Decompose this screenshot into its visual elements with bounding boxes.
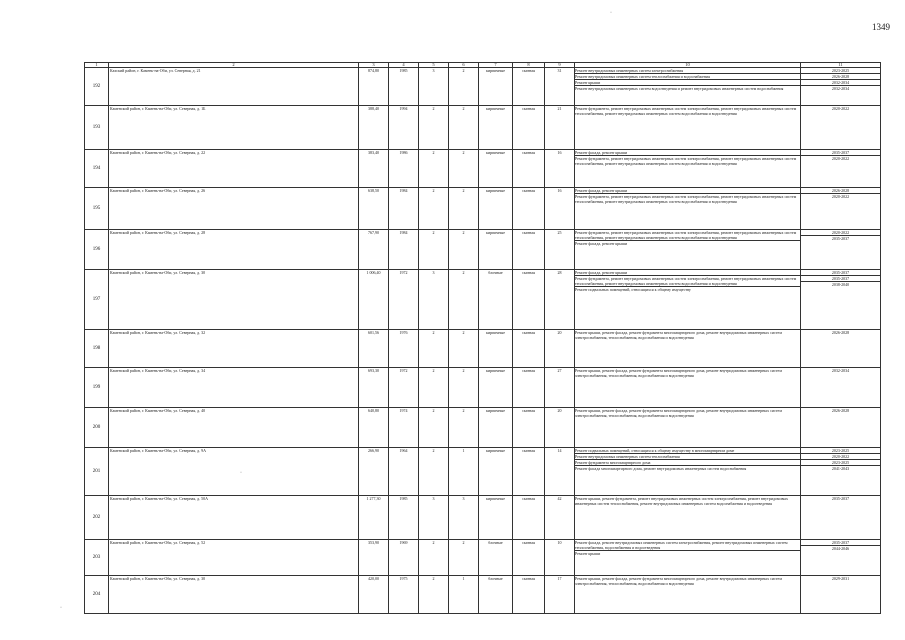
work-period: 2035-2037 [801,276,880,282]
year-built-cell: 1984 [389,188,419,230]
row-number-cell: 197 [85,270,109,330]
column-header: 4 [389,63,419,68]
row-number-cell: 203 [85,540,109,576]
table-row [85,368,881,408]
table-row [85,188,881,230]
work-item: Ремонт фундамента, ремонт внутридомовых инженерных систем электроснабжения, ремонт внутридомовых инженерных систем теплоснабжения, ремонт внутридомовых инженерных систем водоснабжения и водоотведения [575,194,797,204]
apartments-cell: 25 [545,230,575,270]
work-period: 2035-2037 [801,270,880,276]
floors-cell: 2 [419,150,449,188]
work-item: Ремонт подвальных помещений, относящихся к общему имуществу в многоквартирном доме [575,448,800,454]
area-cell: 1 006,40 [359,270,389,330]
address-cell: Каменский район, г. Камень-на-Оби, ул. Северная, д. 52 [109,540,359,576]
year-built-cell: 1969 [389,540,419,576]
row-number-cell: 199 [85,368,109,408]
entrances-cell: 2 [449,368,479,408]
work-item: Ремонт фасада, ремонт крыши [575,241,628,246]
work-item: Ремонт фасада, ремонт крыши [575,270,800,276]
entrances-cell: 2 [449,188,479,230]
entrances-cell: 2 [449,106,479,150]
floors-cell: 2 [419,230,449,270]
column-header: 7 [479,63,513,68]
period-cell [801,368,881,408]
address-cell: Кахский район, г. Камень-на-Оби, ул. Северная, д. 21 [109,68,359,106]
entrances-cell: 3 [449,496,479,540]
work-period: 2041-2043 [831,466,850,471]
table-row [85,106,881,150]
wall-material-cell: кирпичные [479,496,513,540]
table-row [85,230,881,270]
work-item: Ремонт фундамента многоквартирного дома [575,460,800,466]
wall-material-cell: кирпичные [479,368,513,408]
row-number-cell: 202 [85,496,109,540]
entrances-cell: 2 [449,270,479,330]
apartments-cell: 16 [545,188,575,230]
year-built-cell: 1976 [389,330,419,368]
row-number-cell: 194 [85,150,109,188]
floors-cell: 2 [419,576,449,614]
area-cell: 640,80 [359,408,389,448]
address-cell: Каменский район, г. Камень-на-Оби, ул. Северная, д. 34 [109,368,359,408]
wall-material-cell: блочные [479,540,513,576]
roof-type-cell: скатная [513,150,545,188]
row-number-cell: 192 [85,68,109,106]
roof-type-cell: скатная [513,230,545,270]
table-row [85,576,881,614]
area-cell: 693,30 [359,368,389,408]
column-header: 8 [513,63,545,68]
work-item: Ремонт фасада, ремонт крыши [575,150,800,156]
entrances-cell: 2 [449,540,479,576]
work-item: Ремонт внутридомовых инженерных систем электроснабжения [575,68,800,74]
address-cell: Каменский район, г. Камень-на-Оби, ул. Северная, д. 28 [109,230,359,270]
work-period: 2023-2025 [801,460,880,466]
work-item: Ремонт фасада многоквартирного дома, ремонт внутридомовых инженерных систем водоснабжения [575,466,747,471]
work-item: Ремонт внутридомовых инженерных систем теплоснабжения и водоснабжения [575,74,800,80]
column-header: 9 [545,63,575,68]
apartments-cell: 14 [545,448,575,496]
work-period: 2020-2022 [801,454,880,460]
floors-cell: 3 [419,496,449,540]
address-cell: Каменский район, г. Камень-на-Оби, ул. Северная, д. 32 [109,330,359,368]
work-item: Ремонт крыши, ремонт фасада, ремонт фундамента многоквартирного дома, ремонт внутридомовых инженерных систем электроснабжения, теплоснабжения, водоснабжения и водоотведения [575,368,782,378]
work-item: Ремонт внутридомовых инженерных систем теплоснабжения [575,454,800,460]
row-number-cell: 201 [85,448,109,496]
roof-type-cell: скатная [513,106,545,150]
year-built-cell: 1985 [389,496,419,540]
wall-material-cell: кирпичные [479,150,513,188]
roof-type-cell: скатная [513,270,545,330]
column-header: 3 [359,63,389,68]
area-cell: 420,00 [359,576,389,614]
roof-type-cell: скатная [513,330,545,368]
scan-speck: · [610,10,612,16]
work-period: 2020-2022 [831,194,850,199]
period-cell [801,106,881,150]
apartments-cell: 20 [545,330,575,368]
wall-material-cell: кирпичные [479,188,513,230]
apartments-cell: 28 [545,270,575,330]
floors-cell: 3 [419,270,449,330]
roof-type-cell: скатная [513,188,545,230]
work-item: Ремонт крыши [575,80,800,86]
row-number-cell: 193 [85,106,109,150]
floors-cell: 2 [419,188,449,230]
address-cell: Каменский район, г. Камень-на-Оби, ул. Северная, д. 22 [109,150,359,188]
entrances-cell: 1 [449,576,479,614]
address-cell: Каменский район, г. Камень-на-Оби, ул. Северная, д. 50А [109,496,359,540]
work-item: Ремонт подвальных помещений, относящихся к общему имуществу [575,287,691,292]
column-header: 5 [419,63,449,68]
table-row [85,68,881,106]
wall-material-cell: кирпичные [479,330,513,368]
area-cell: 638,50 [359,188,389,230]
floors-cell: 2 [419,106,449,150]
work-item: Ремонт крыши, ремонт фасада, ремонт фундамента многоквартирного дома, ремонт внутридомовых инженерных систем электроснабжения, теплоснабжения, водоснабжения и водоотведения [575,576,782,586]
wall-material-cell: кирпичные [479,68,513,106]
work-period: 2023-2025 [801,448,880,454]
apartments-cell: 21 [545,106,575,150]
work-period: 2026-2028 [801,74,880,80]
works-cell [575,68,801,106]
work-period: 2032-2034 [801,80,880,86]
apartments-cell: 27 [545,368,575,408]
work-period: 2044-2046 [831,546,850,551]
work-period: 2026-2028 [831,408,850,413]
floors-cell: 2 [419,408,449,448]
address-cell: Каменский район, г. Камень-на-Оби, ул. Северная, д. 30 [109,270,359,330]
apartments-cell: 10 [545,540,575,576]
work-period: 2032-2034 [831,368,850,373]
works-cell [575,150,801,188]
row-number-cell: 198 [85,330,109,368]
works-cell [575,188,801,230]
period-cell [801,330,881,368]
apartments-cell: 20 [545,408,575,448]
address-cell: Каменский район, г. Камень-на-Оби, ул. Северная, д. 1Б [109,106,359,150]
works-cell [575,448,801,496]
work-period: 2026-2028 [801,188,880,194]
floors-cell: 3 [419,68,449,106]
apartments-cell: 16 [545,150,575,188]
address-cell: Каменский район, г. Камень-на-Оби, ул. Северная, д. 40 [109,408,359,448]
work-period: 2035-2037 [831,496,850,501]
entrances-cell: 1 [449,448,479,496]
area-cell: 767,90 [359,230,389,270]
works-cell [575,368,801,408]
entrances-cell: 2 [449,150,479,188]
works-cell [575,106,801,150]
table-row [85,448,881,496]
row-number-cell: 200 [85,408,109,448]
area-cell: 353,90 [359,540,389,576]
page-number: 1349 [872,22,890,32]
wall-material-cell: кирпичные [479,408,513,448]
area-cell: 874,80 [359,68,389,106]
work-period: 2035-2037 [831,236,850,241]
works-cell [575,496,801,540]
area-cell: 383,40 [359,150,389,188]
work-item: Ремонт фасада, ремонт крыши [575,188,800,194]
area-cell: 1 277,30 [359,496,389,540]
work-item: Ремонт фасада, ремонт внутридомовых инженерных систем электроснабжения, ремонт внутридомовых инженерных систем теплоснабжения, водоснабжения и водоотведения [575,540,800,551]
work-item: Ремонт крыши, ремонт фасада, ремонт фундамента многоквартирного дома, ремонт внутридомовых инженерных систем электроснабжения, теплоснабжения, водоснабжения и водоотведения [575,408,782,418]
table-row [85,496,881,540]
area-cell: 601,56 [359,330,389,368]
floors-cell: 2 [419,540,449,576]
period-cell [801,230,881,270]
year-built-cell: 1984 [389,230,419,270]
roof-type-cell: скатная [513,408,545,448]
work-period: 2020-2022 [831,106,850,111]
work-period: 2032-2034 [831,86,850,91]
column-header: 6 [449,63,479,68]
work-item: Ремонт фундамента, ремонт внутридомовых инженерных систем электроснабжения, ремонт внутридомовых инженерных систем теплоснабжения, ремонт внутридомовых инженерных систем водоснабжения и водоотведения [575,156,797,166]
table-row [85,540,881,576]
period-cell [801,408,881,448]
wall-material-cell: кирпичные [479,106,513,150]
column-header: 11 [801,63,881,68]
area-cell: 266,90 [359,448,389,496]
floors-cell: 2 [419,330,449,368]
column-header: 10 [575,63,801,68]
period-cell [801,448,881,496]
period-cell [801,576,881,614]
address-cell: Каменский район, г. Камень-на-Оби, ул. Северная, д. 9А [109,448,359,496]
table-row [85,330,881,368]
year-built-cell: 1964 [389,448,419,496]
roof-type-cell: скатная [513,576,545,614]
entrances-cell: 2 [449,408,479,448]
wall-material-cell: кирпичные [479,448,513,496]
roof-type-cell: скатная [513,68,545,106]
work-period: 2029-2031 [831,576,850,581]
work-item: Ремонт фундамента, ремонт внутридомовых инженерных систем электроснабжения, ремонт внутридомовых инженерных систем теплоснабжения, ремонт внутридомовых инженерных систем водоснабжения и водоотведения [575,276,800,287]
work-item: Ремонт фундамента, ремонт внутридомовых инженерных систем электроснабжения, ремонт внутридомовых инженерных систем теплоснабжения, ремонт внутридомовых инженерных систем водоснабжения и водоотведения [575,230,800,241]
wall-material-cell: блочные [479,270,513,330]
work-item: Ремонт внутридомовых инженерных систем водоотведения и ремонт внутридомовых инженерных систем водоснабжения [575,86,784,91]
year-built-cell: 1974 [389,408,419,448]
work-period: 2035-2037 [801,150,880,156]
entrances-cell: 2 [449,330,479,368]
entrances-cell: 2 [449,68,479,106]
year-built-cell: 1986 [389,150,419,188]
table-row [85,270,881,330]
roof-type-cell: скатная [513,448,545,496]
address-cell: Каменский район, г. Камень-на-Оби, ул. Северная, д. 26 [109,188,359,230]
period-cell [801,150,881,188]
row-number-cell: 196 [85,230,109,270]
scan-speck: · [240,470,242,476]
year-built-cell: 1985 [389,68,419,106]
work-item: Ремонт фундамента, ремонт внутридомовых инженерных систем электроснабжения, ремонт внутридомовых инженерных систем теплоснабжения, ремонт внутридомовых инженерных систем водоснабжения и водоотведения [575,106,797,116]
wall-material-cell: блочные [479,576,513,614]
housing-register-table [84,62,881,614]
entrances-cell: 2 [449,230,479,270]
year-built-cell: 1975 [389,576,419,614]
column-header: 2 [109,63,359,68]
period-cell [801,496,881,540]
work-period: 2020-2022 [831,156,850,161]
apartments-cell: 17 [545,576,575,614]
work-period: 2038-2040 [831,282,850,287]
year-built-cell: 1994 [389,106,419,150]
work-item: Ремонт крыши [575,551,601,556]
works-cell [575,540,801,576]
address-cell: Каменский район, г. Камень-на-Оби, ул. Северная, д. 30 [109,576,359,614]
work-period: 2035-2037 [801,540,880,546]
period-cell [801,188,881,230]
works-cell [575,330,801,368]
column-header: 1 [85,63,109,68]
works-cell [575,408,801,448]
period-cell [801,540,881,576]
works-cell [575,270,801,330]
roof-type-cell: скатная [513,368,545,408]
area-cell: 388,40 [359,106,389,150]
year-built-cell: 1972 [389,270,419,330]
works-cell [575,576,801,614]
period-cell [801,270,881,330]
roof-type-cell: скатная [513,540,545,576]
row-number-cell: 195 [85,188,109,230]
scan-speck: · [60,605,62,611]
table-row [85,408,881,448]
table-row [85,150,881,188]
period-cell [801,68,881,106]
apartments-cell: 31 [545,68,575,106]
work-item: Ремонт крыши, ремонт фасада, ремонт фундамента многоквартирного дома, ремонт внутридомовых инженерных систем электроснабжения, теплоснабжения, водоснабжения и водоотведения [575,330,782,340]
year-built-cell: 1972 [389,368,419,408]
floors-cell: 2 [419,448,449,496]
floors-cell: 2 [419,368,449,408]
work-period: 2026-2028 [831,330,850,335]
works-cell [575,230,801,270]
work-period: 2020-2022 [801,230,880,236]
work-item: Ремонт крыши, ремонт фундамента, ремонт внутридомовых инженерных систем электроснабжения, ремонт внутридомовых инженерных систем теплоснабжения, ремонт внутридомовых инженерных систем водоснабжения и водоотведения [575,496,789,506]
roof-type-cell: скатная [513,496,545,540]
wall-material-cell: кирпичные [479,230,513,270]
work-period: 2023-2025 [801,68,880,74]
row-number-cell: 204 [85,576,109,614]
apartments-cell: 42 [545,496,575,540]
